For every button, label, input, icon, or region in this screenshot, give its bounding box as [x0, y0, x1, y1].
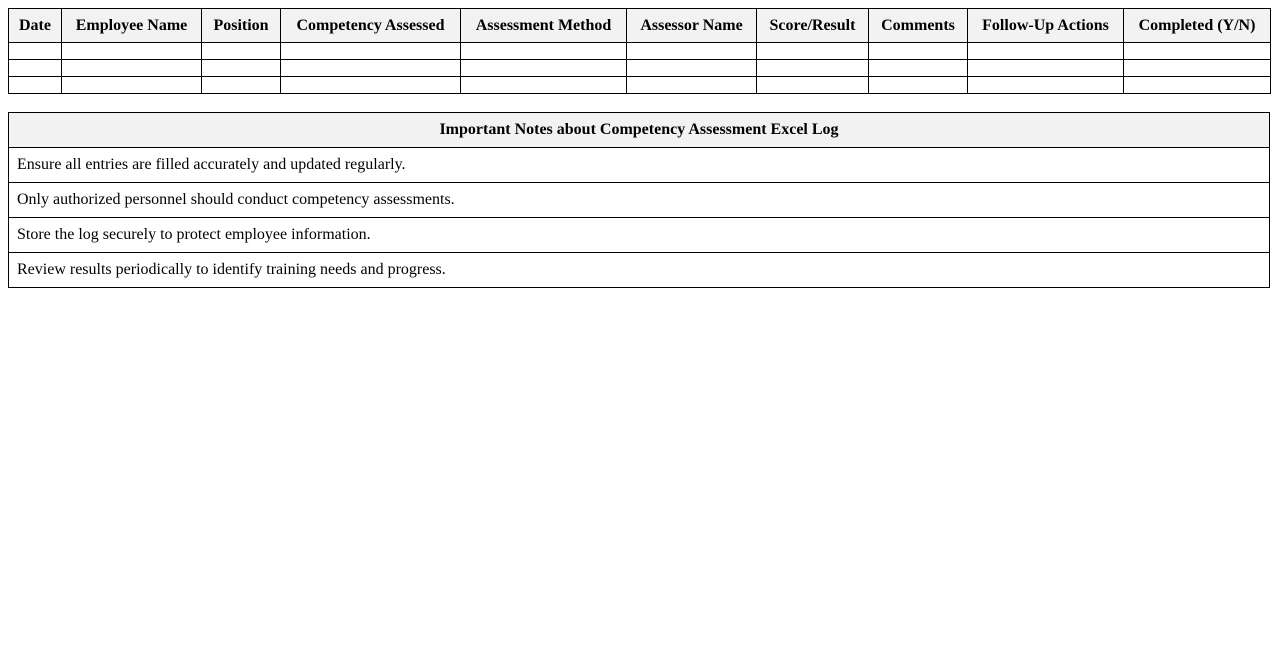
column-header-assessment-method: Assessment Method [461, 9, 627, 43]
table-cell[interactable] [202, 60, 281, 77]
table-cell[interactable] [9, 60, 62, 77]
important-notes-table [8, 112, 1270, 288]
note-item: Ensure all entries are filled accurately and updated regularly. [9, 148, 1270, 183]
table-cell[interactable] [757, 43, 869, 60]
table-cell[interactable] [968, 60, 1124, 77]
note-row [9, 218, 1270, 253]
competency-log-table [8, 8, 1271, 94]
notes-header-row [9, 113, 1270, 148]
column-header-comments: Comments [869, 9, 968, 43]
column-header-position: Position [202, 9, 281, 43]
column-header-completed: Completed (Y/N) [1124, 9, 1271, 43]
table-cell[interactable] [62, 77, 202, 94]
column-header-follow-up-actions: Follow-Up Actions [968, 9, 1124, 43]
table-row [9, 60, 1271, 77]
column-header-competency-assessed: Competency Assessed [281, 9, 461, 43]
table-cell[interactable] [869, 77, 968, 94]
table-cell[interactable] [757, 77, 869, 94]
table-cell[interactable] [281, 43, 461, 60]
table-cell[interactable] [9, 77, 62, 94]
notes-title: Important Notes about Competency Assessment Excel Log [9, 113, 1270, 148]
note-item: Review results periodically to identify training needs and progress. [9, 253, 1270, 288]
table-cell[interactable] [281, 60, 461, 77]
table-cell[interactable] [281, 77, 461, 94]
table-cell[interactable] [1124, 60, 1271, 77]
table-cell[interactable] [869, 43, 968, 60]
header-row [9, 9, 1271, 43]
page-content [8, 8, 1270, 288]
table-cell[interactable] [757, 60, 869, 77]
table-cell[interactable] [202, 77, 281, 94]
note-item: Only authorized personnel should conduct competency assessments. [9, 183, 1270, 218]
table-cell[interactable] [202, 43, 281, 60]
table-row [9, 43, 1271, 60]
table-row [9, 77, 1271, 94]
table-cell[interactable] [968, 43, 1124, 60]
table-cell[interactable] [968, 77, 1124, 94]
column-header-assessor-name: Assessor Name [627, 9, 757, 43]
table-cell[interactable] [9, 43, 62, 60]
table-cell[interactable] [869, 60, 968, 77]
note-row [9, 148, 1270, 183]
table-cell[interactable] [62, 60, 202, 77]
table-cell[interactable] [627, 77, 757, 94]
table-cell[interactable] [627, 60, 757, 77]
table-cell[interactable] [461, 77, 627, 94]
note-row [9, 253, 1270, 288]
note-item: Store the log securely to protect employee information. [9, 218, 1270, 253]
table-cell[interactable] [1124, 77, 1271, 94]
table-cell[interactable] [1124, 43, 1271, 60]
table-cell[interactable] [627, 43, 757, 60]
table-cell[interactable] [461, 43, 627, 60]
note-row [9, 183, 1270, 218]
table-cell[interactable] [461, 60, 627, 77]
table-cell[interactable] [62, 43, 202, 60]
column-header-employee-name: Employee Name [62, 9, 202, 43]
column-header-score-result: Score/Result [757, 9, 869, 43]
column-header-date: Date [9, 9, 62, 43]
